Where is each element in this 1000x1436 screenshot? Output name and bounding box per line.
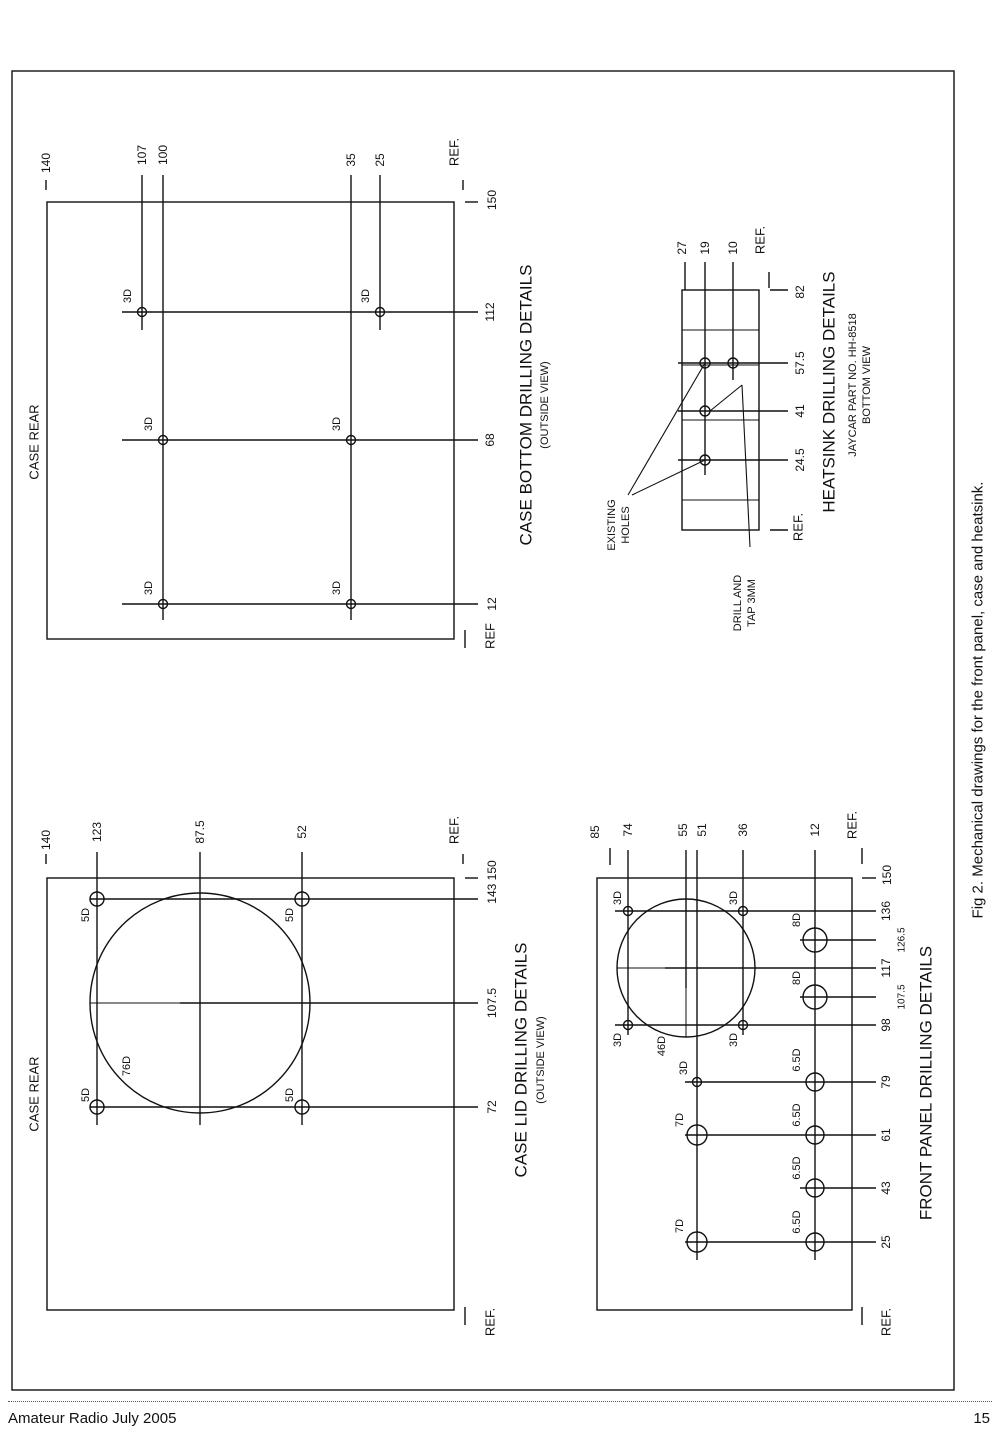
- case-lid-ref-top: REF.: [446, 815, 462, 845]
- front-panel-col-label: 36: [736, 823, 750, 837]
- heatsink-ref-bottom: REF.: [790, 512, 806, 542]
- case-lid-row-label: 107.5: [485, 987, 499, 1019]
- case-lid-subtitle: (OUTSIDE VIEW): [535, 1016, 547, 1104]
- front-panel-outline: [597, 878, 852, 1310]
- hole-label: 76D: [121, 1055, 133, 1077]
- hole-label: 3D: [360, 288, 372, 304]
- hole-label: 3D: [331, 580, 343, 596]
- front-panel-dim-85: 85: [588, 825, 602, 839]
- hole-label: 3D: [122, 288, 134, 304]
- case-bottom-col-label: 107: [135, 144, 149, 166]
- front-panel-title: FRONT PANEL DRILLING DETAILS: [916, 945, 936, 1221]
- hole-label: 3D: [331, 416, 343, 432]
- case-lid-rear-label: CASE REAR: [26, 1056, 42, 1132]
- leader-line: [628, 363, 705, 495]
- hole-label: 5D: [284, 907, 296, 923]
- front-panel-row-label: 126.5: [896, 927, 908, 953]
- heatsink-row-label: 82: [793, 285, 807, 299]
- heatsink-ref-top: REF.: [752, 225, 768, 255]
- case-bottom-row-label: 68: [483, 433, 497, 447]
- hole-label: 3D: [143, 416, 155, 432]
- case-bottom-dim-150: 150: [485, 189, 499, 211]
- heatsink-row-label: 57.5: [793, 351, 807, 375]
- case-bottom-row-label: 112: [483, 302, 497, 322]
- front-panel-row-label: 98: [879, 1018, 893, 1032]
- heatsink-subtitle: JAYCAR PART NO. HH-8518: [847, 313, 859, 457]
- case-bottom-subtitle: (OUTSIDE VIEW): [539, 361, 551, 449]
- case-lid-ref-bottom: REF.: [482, 1307, 498, 1337]
- footer-publication: Amateur Radio July 2005: [8, 1410, 177, 1427]
- front-panel-col-label: 55: [676, 823, 690, 837]
- hole-label: 46D: [656, 1035, 668, 1057]
- hole-label: 3D: [728, 890, 740, 906]
- hole-label: 5D: [284, 1087, 296, 1103]
- front-panel-col-label: 51: [695, 823, 709, 837]
- heatsink-col-label: 19: [698, 241, 712, 255]
- figure-border: [12, 71, 954, 1390]
- hole-label: 7D: [674, 1112, 686, 1128]
- heatsink-note-existing: EXISTING: [606, 499, 618, 551]
- case-bottom-ref-bottom: REF: [482, 623, 498, 649]
- front-panel-row-label: 136: [879, 900, 893, 922]
- hole-label: 6.5D: [791, 1156, 803, 1180]
- hole-label: 8D: [791, 912, 803, 928]
- heatsink-row-label: 24.5: [793, 448, 807, 472]
- case-bottom-dim-140: 140: [39, 152, 53, 174]
- leader-line: [742, 385, 750, 547]
- hole-label: 6.5D: [791, 1048, 803, 1072]
- hole-label: 7D: [674, 1218, 686, 1234]
- figure-caption: Fig 2. Mechanical drawings for the front panel, case and heatsink.: [969, 481, 987, 919]
- hole-label: 5D: [80, 907, 92, 923]
- case-lid-col-label: 87.5: [193, 820, 207, 844]
- case-bottom-outline: [47, 202, 454, 639]
- hole-label: 3D: [612, 1032, 624, 1048]
- hole-label: 5D: [80, 1087, 92, 1103]
- case-bottom-col-label: 100: [156, 144, 170, 166]
- hole-label: 6.5D: [791, 1210, 803, 1234]
- heatsink-row-label: 41: [793, 404, 807, 418]
- heatsink-subtitle: BOTTOM VIEW: [861, 345, 873, 425]
- heatsink-col-label: 27: [675, 241, 689, 255]
- case-bottom-title: CASE BOTTOM DRILLING DETAILS: [516, 264, 536, 546]
- case-bottom-col-label: 25: [373, 153, 387, 167]
- front-panel-ref-top: REF.: [844, 810, 860, 840]
- front-panel-ref-bottom: REF.: [878, 1307, 894, 1337]
- front-panel-row-label: 107.5: [896, 984, 908, 1010]
- footer-rule: [8, 1401, 992, 1402]
- leader-line: [632, 460, 705, 495]
- heatsink-note-existing: HOLES: [620, 506, 632, 544]
- front-panel-row-label: 79: [879, 1075, 893, 1089]
- hole-label: 3D: [678, 1060, 690, 1076]
- case-lid-dim-140: 140: [39, 829, 53, 851]
- front-panel-col-label: 12: [808, 823, 822, 837]
- case-lid-col-label: 123: [90, 821, 104, 843]
- case-lid-col-label: 52: [295, 825, 309, 839]
- front-panel-row-label: 117: [879, 958, 893, 978]
- heatsink-note-drill: DRILL AND: [732, 574, 744, 632]
- heatsink-note-drill: TAP 3MM: [746, 579, 758, 627]
- front-panel-dim-150: 150: [880, 864, 894, 886]
- case-bottom-ref-top: REF.: [446, 137, 462, 167]
- front-panel-row-label: 25: [879, 1235, 893, 1249]
- case-lid-row-label: 72: [485, 1100, 499, 1114]
- heatsink-col-label: 10: [726, 241, 740, 255]
- case-lid-row-label: 143 150: [485, 860, 499, 904]
- front-panel-row-label: 43: [879, 1181, 893, 1195]
- case-bottom-col-label: 35: [344, 153, 358, 167]
- hole-label: 8D: [791, 970, 803, 986]
- leader-line: [710, 385, 742, 411]
- front-panel-row-label: 61: [879, 1128, 893, 1142]
- case-lid-title: CASE LID DRILLING DETAILS: [511, 942, 531, 1178]
- hole-label: 6.5D: [791, 1103, 803, 1127]
- heatsink-title: HEATSINK DRILLING DETAILS: [819, 271, 839, 513]
- hole-label: 3D: [612, 890, 624, 906]
- hole-label: 3D: [728, 1032, 740, 1048]
- hole-label: 3D: [143, 580, 155, 596]
- footer-page-number: 15: [973, 1410, 990, 1427]
- front-panel-col-label: 74: [621, 823, 635, 837]
- case-bottom-row-label: 12: [485, 597, 499, 611]
- case-bottom-rear-label: CASE REAR: [26, 404, 42, 480]
